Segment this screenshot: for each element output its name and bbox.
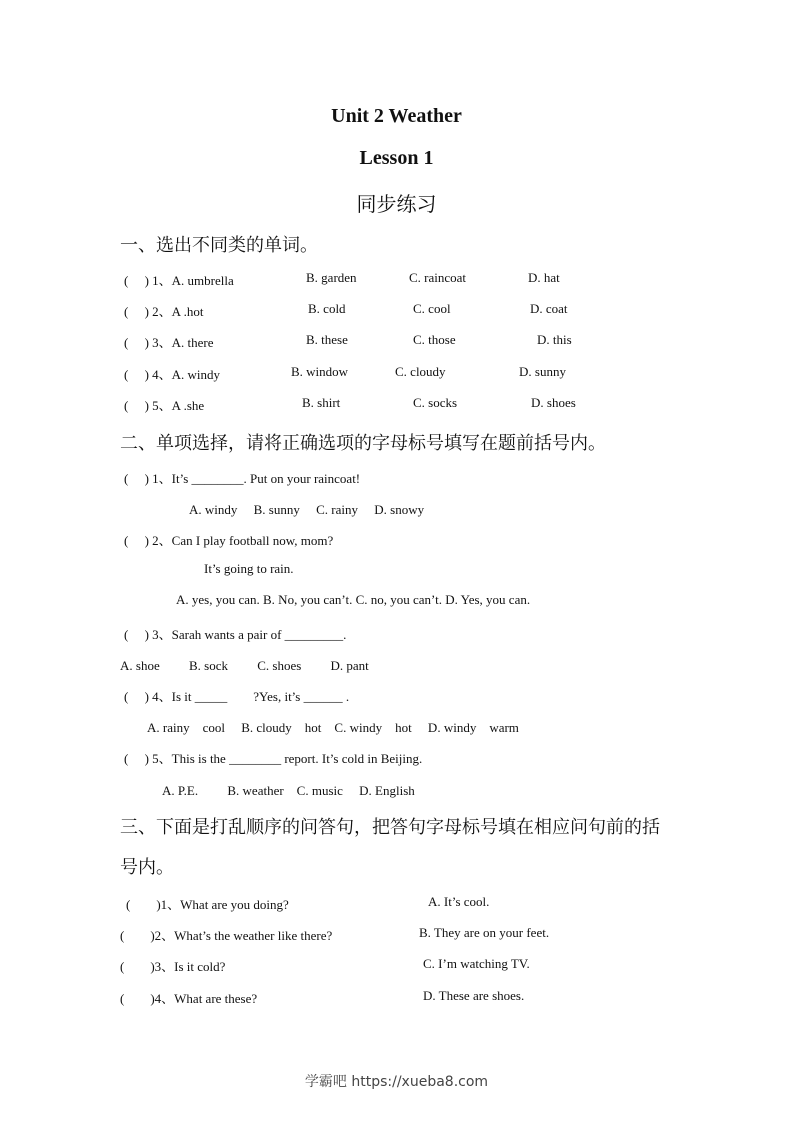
section2-heading: 二、单项选择，请将正确选项的字母标号填写在题前括号内。: [120, 433, 606, 453]
s1-q3-a: ( ) 3、A. there: [124, 335, 214, 350]
s1-q2-d: D. coat: [530, 301, 568, 316]
lesson-title: Lesson 1: [359, 147, 434, 169]
s3-a1: A. It’s cool.: [428, 894, 490, 909]
s2-q1: ( ) 1、It’s ________. Put on your raincoat!: [124, 471, 361, 486]
s2-q3-options: A. shoe B. sock C. shoes D. pant: [120, 658, 369, 673]
s1-q5-b: B. shirt: [302, 395, 341, 410]
s3-q4: ( )4、What are these?: [120, 991, 258, 1006]
s1-q4-a: ( ) 4、A. windy: [124, 367, 221, 382]
s1-q3-c: C. those: [413, 332, 456, 347]
section3-heading-line1: 三、下面是打乱顺序的问答句，把答句字母标号填在相应问句前的括: [120, 817, 660, 837]
s1-q1-c: C. raincoat: [409, 270, 467, 285]
s1-q4-d: D. sunny: [519, 364, 566, 379]
page-title: Unit 2 Weather: [331, 105, 462, 127]
s1-q4-b: B. window: [291, 364, 349, 379]
s2-q5-options: A. P.E. B. weather C. music D. English: [162, 783, 415, 798]
s1-q1-d: D. hat: [528, 270, 560, 285]
s3-a2: B. They are on your feet.: [419, 925, 550, 940]
s2-q1-options: A. windy B. sunny C. rainy D. snowy: [189, 502, 425, 517]
s1-q3-b: B. these: [306, 332, 348, 347]
page-subtitle: 同步练习: [356, 194, 437, 216]
s1-q2-b: B. cold: [308, 301, 346, 316]
s1-q1-b: B. garden: [306, 270, 357, 285]
s2-q2-reply: It’s going to rain.: [204, 561, 294, 576]
s2-q5: ( ) 5、This is the ________ report. It’s cold in Beijing.: [124, 751, 423, 766]
footer-watermark: 学霸吧 https://xueba8.com: [304, 1074, 489, 1090]
s1-q5-c: C. socks: [413, 395, 458, 410]
s1-q2-c: C. cool: [413, 301, 451, 316]
section3-heading-line2: 号内。: [120, 857, 174, 877]
s3-q2: ( )2、What’s the weather like there?: [120, 928, 333, 943]
s2-q4-options: A. rainy cool B. cloudy hot C. windy hot D. windy warm: [147, 720, 519, 735]
s3-q1: ( )1、What are you doing?: [126, 897, 289, 912]
s1-q2-a: ( ) 2、A .hot: [124, 304, 204, 319]
s3-a4: D. These are shoes.: [423, 988, 525, 1003]
s2-q2: ( ) 2、Can I play football now, mom?: [124, 533, 334, 548]
s3-q3: ( )3、Is it cold?: [120, 959, 226, 974]
s3-a3: C. I’m watching TV.: [423, 956, 530, 971]
section1-heading: 一、选出不同类的单词。: [120, 235, 318, 255]
s1-q5-d: D. shoes: [531, 395, 576, 410]
s2-q3: ( ) 3、Sarah wants a pair of _________.: [124, 627, 347, 642]
s2-q4: ( ) 4、Is it _____ ?Yes, it’s ______ .: [124, 689, 350, 704]
s1-q4-c: C. cloudy: [395, 364, 446, 379]
s1-q3-d: D. this: [537, 332, 572, 347]
s2-q2-options: A. yes, you can. B. No, you can’t. C. no, you can’t. D. Yes, you can.: [176, 592, 531, 607]
s1-q5-a: ( ) 5、A .she: [124, 398, 205, 413]
s1-q1-a: ( ) 1、A. umbrella: [124, 273, 234, 288]
